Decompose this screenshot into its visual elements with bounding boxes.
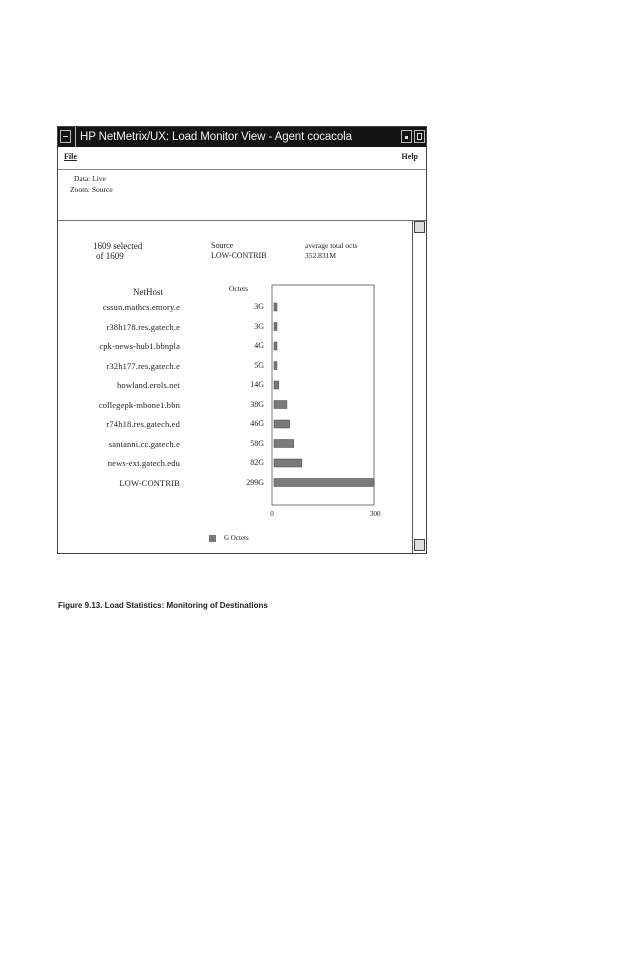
octets-value-label: 5G [254, 360, 264, 370]
source-value: LOW-CONTRIB [211, 251, 267, 260]
data-mode-label: Data: Live [74, 174, 106, 183]
scroll-down-arrow[interactable] [414, 539, 425, 551]
host-label[interactable]: r32h177.res.gatech.e [106, 360, 180, 371]
host-label[interactable]: santanni.cc.gatech.e [108, 438, 180, 449]
octets-bar[interactable] [274, 401, 287, 409]
octets-bar[interactable] [274, 362, 277, 370]
info-panel [58, 170, 426, 221]
octets-bar[interactable] [274, 440, 294, 448]
zoom-level-label: Zoom: Source [70, 185, 113, 194]
legend-label: G Octets [224, 534, 249, 542]
octets-value-label: 46G [250, 419, 264, 428]
octets-value-label: 3G [254, 321, 264, 331]
host-label[interactable]: cpk-news-hub1.bbnpla [99, 341, 180, 351]
host-label[interactable]: collegepk-mbone1.bbn [98, 399, 180, 410]
octets-bar[interactable] [274, 342, 277, 350]
host-label[interactable]: LOW-CONTRIB [119, 477, 180, 488]
window-title: HP NetMetrix/UX: Load Monitor View - Agent cocacola [75, 127, 375, 147]
host-label[interactable]: r74h18.res.gatech.ed [106, 419, 180, 429]
chart-view [58, 221, 413, 553]
octets-bar[interactable] [274, 420, 290, 428]
octets-value-label: 3G [254, 302, 264, 311]
host-label[interactable]: r38h178.res.gatech.e [106, 321, 180, 332]
octets-value-label: 82G [250, 458, 264, 467]
host-label[interactable]: howland.erols.net [117, 380, 180, 390]
average-octets-label: average total octs [305, 241, 358, 250]
column-header-nethost: NetHost [133, 287, 163, 297]
figure-caption: Figure 9.13. Load Statistics: Monitoring of Destinations [58, 601, 268, 610]
octets-value-label: 299G [246, 477, 264, 487]
average-octets-value: 352.831M [305, 251, 337, 260]
selected-count: 1609 selected [93, 241, 143, 251]
octets-bar[interactable] [274, 381, 279, 389]
octets-value-label: 14G [250, 380, 264, 389]
plot-frame [272, 285, 374, 505]
scroll-up-arrow[interactable] [414, 221, 425, 233]
column-header-octets: Octets [229, 284, 249, 293]
window-menu-button[interactable] [60, 130, 71, 143]
octets-value-label: 38G [250, 399, 264, 409]
selected-total: of 1609 [96, 251, 124, 261]
x-tick-label: 0 [270, 510, 274, 518]
source-label: Source [211, 241, 234, 250]
octets-bar[interactable] [274, 323, 277, 331]
octets-value-label: 4G [254, 341, 264, 350]
octets-bar[interactable] [274, 303, 277, 311]
load-monitor-window [57, 126, 427, 554]
minimize-button[interactable] [401, 130, 412, 143]
vertical-scrollbar[interactable] [414, 221, 426, 553]
menu-bar [58, 147, 426, 170]
x-tick-label: 300 [370, 510, 381, 518]
maximize-button[interactable] [414, 130, 425, 143]
host-label[interactable]: news-ext.gatech.edu [107, 458, 180, 468]
octets-value-label: 58G [250, 438, 264, 448]
octets-bar[interactable] [274, 479, 374, 487]
menu-file[interactable]: File [64, 152, 77, 161]
host-label[interactable]: cssun.mathcs.emory.e [102, 302, 180, 312]
octets-bar-chart [58, 221, 413, 553]
menu-help[interactable]: Help [401, 152, 418, 161]
legend-swatch [209, 535, 216, 542]
title-bar[interactable] [58, 127, 426, 147]
octets-bar[interactable] [274, 459, 302, 467]
